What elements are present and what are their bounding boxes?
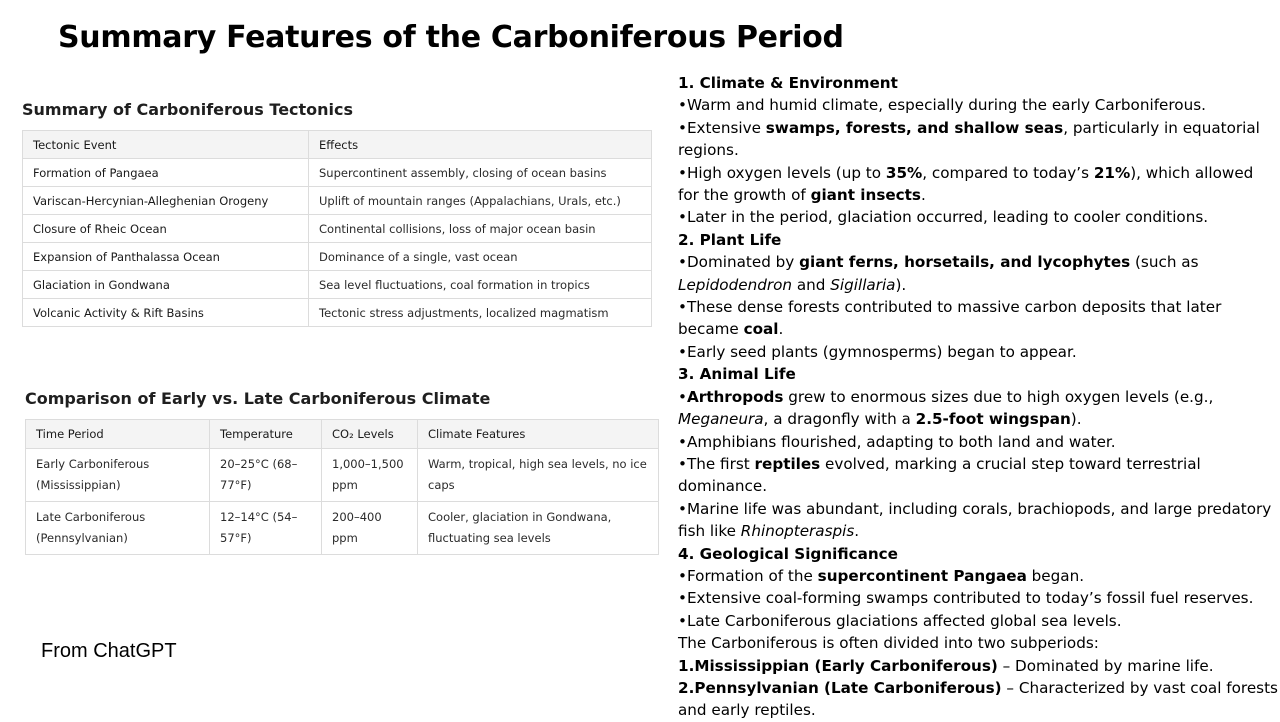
text-run: evolved, marking a crucial step toward terrestrial dominance. [678,454,1201,496]
text-run: and [792,275,831,294]
column-header: Tectonic Event [23,131,309,159]
text-run: Sigillaria [830,275,896,294]
text-run: 21% [1093,163,1131,182]
table-row [26,502,659,555]
bullet: •Amphibians flourished, adapting to both land and water. [678,432,1116,451]
text-run: Lepidodendron [678,275,793,294]
text-run: •Dominated by [678,253,800,272]
text-run: Meganeura [678,410,764,429]
text-run: grew to enormous sizes due to high oxygen levels (e.g., [783,387,1214,406]
bullet [678,453,1278,498]
table-cell: Continental collisions, loss of major ocean basin [309,215,652,243]
bullet [678,117,1278,162]
text-run: 1.Mississippian (Early Carboniferous) [678,656,998,675]
text-run: ), which allowed for the growth of [678,163,1254,205]
text-run: (such as [1130,253,1199,272]
bullet [678,498,1278,543]
table-cell: Early Carboniferous (Mississippian) [26,449,210,502]
section-heading: 4. Geological Significance [678,544,898,563]
table-cell: Closure of Rheic Ocean [23,215,309,243]
text-run: . [778,320,784,339]
text-run: Rhinopteraspis [740,522,855,541]
subperiods-intro: The Carboniferous is often divided into two subperiods: [678,634,1099,653]
table-cell: Warm, tropical, high sea levels, no ice caps [418,449,659,502]
section-heading: 1. Climate & Environment [678,74,898,92]
text-run: , particularly in equatorial regions. [678,118,1260,160]
table-cell: 1,000–1,500 ppm [322,449,418,502]
section-heading: 3. Animal Life [678,365,796,384]
text-run: •Formation of the [678,566,818,585]
text-run: giant ferns, horsetails, and lycophytes [799,253,1131,272]
text-run: – Characterized by vast coal forests and early reptiles. [678,678,1278,720]
table-cell: Late Carboniferous (Pennsylvanian) [26,502,210,555]
text-run: 2.Pennsylvanian (Late Carboniferous) [678,678,1002,697]
bullet [678,251,1278,296]
text-run: 35% [885,163,923,182]
table-cell: Tectonic stress adjustments, localized magmatism [309,299,652,327]
table-cell: 200–400 ppm [322,502,418,555]
text-run: swamps, forests, and shallow seas [765,118,1064,137]
bullet [678,386,1278,431]
text-run: •High oxygen levels (up to [678,163,886,182]
bullet [678,162,1278,207]
table-cell: Expansion of Panthalassa Ocean [23,243,309,271]
table-cell: Supercontinent assembly, closing of ocean basins [309,159,652,187]
table-row [23,187,652,215]
text-run: Arthropods [686,387,784,406]
table-cell: Cooler, glaciation in Gondwana, fluctuating sea levels [418,502,659,555]
table-cell: Uplift of mountain ranges (Appalachians, Urals, etc.) [309,187,652,215]
text-run: reptiles [754,454,821,473]
table-row [23,243,652,271]
table-cell: Volcanic Activity & Rift Basins [23,299,309,327]
source-credit: From ChatGPT [41,640,177,662]
table-cell: Dominance of a single, vast ocean [309,243,652,271]
subperiod-item [678,655,1278,677]
text-run: •Extensive [678,118,766,137]
text-run: giant insects [810,186,921,205]
bullet: •Early seed plants (gymnosperms) began to appear. [678,342,1077,361]
text-run: •These dense forests contributed to massive carbon deposits that later became [678,298,1222,339]
table-row [26,449,659,502]
text-run: . [920,186,926,205]
table-cell: Glaciation in Gondwana [23,271,309,299]
text-run: ). [1070,410,1082,429]
table-header-row [26,420,659,449]
bullet [678,565,1278,587]
table-cell: Variscan-Hercynian-Alleghenian Orogeny [23,187,309,215]
text-run: began. [1026,566,1085,585]
bullet: •Extensive coal-forming swamps contributed to today’s fossil fuel reserves. [678,589,1254,608]
features-text [678,72,1278,722]
table-row [23,271,652,299]
column-header: Effects [309,131,652,159]
text-run: . [854,522,860,541]
column-header: Temperature [210,420,322,449]
tectonics-heading: Summary of Carboniferous Tectonics [22,100,354,119]
table-row [23,159,652,187]
table-cell: 12–14°C (54–57°F) [210,502,322,555]
bullet: •Later in the period, glaciation occurred, leading to cooler conditions. [678,208,1209,227]
page-title: Summary Features of the Carboniferous Period [58,20,844,55]
text-run: supercontinent Pangaea [817,566,1027,585]
table-cell: 20–25°C (68–77°F) [210,449,322,502]
column-header: Time Period [26,420,210,449]
text-run: , a dragonfly with a [763,410,916,429]
text-run: coal [743,320,779,339]
text-run: •Marine life was abundant, including corals, brachiopods, and large predatory fish like [678,499,1272,541]
column-header: Climate Features [418,420,659,449]
text-run: – Dominated by marine life. [997,656,1214,675]
section-heading: 2. Plant Life [678,230,782,249]
table-header-row [23,131,652,159]
table-cell: Formation of Pangaea [23,159,309,187]
subperiod-item [678,677,1278,722]
text-run: ). [895,275,907,294]
text-run: , compared to today’s [922,163,1094,182]
bullet: •Late Carboniferous glaciations affected global sea levels. [678,611,1122,630]
bullet [678,296,1278,341]
climate-table [25,419,659,555]
column-header: CO₂ Levels [322,420,418,449]
text-run: •The first [678,454,755,473]
bullet: •Warm and humid climate, especially during the early Carboniferous. [678,96,1206,115]
climate-heading: Comparison of Early vs. Late Carboniferous Climate [25,389,491,408]
tectonics-table [22,130,652,327]
table-row [23,215,652,243]
table-row [23,299,652,327]
table-cell: Sea level fluctuations, coal formation in tropics [309,271,652,299]
text-run: • [678,387,687,406]
text-run: 2.5-foot wingspan [915,410,1071,429]
